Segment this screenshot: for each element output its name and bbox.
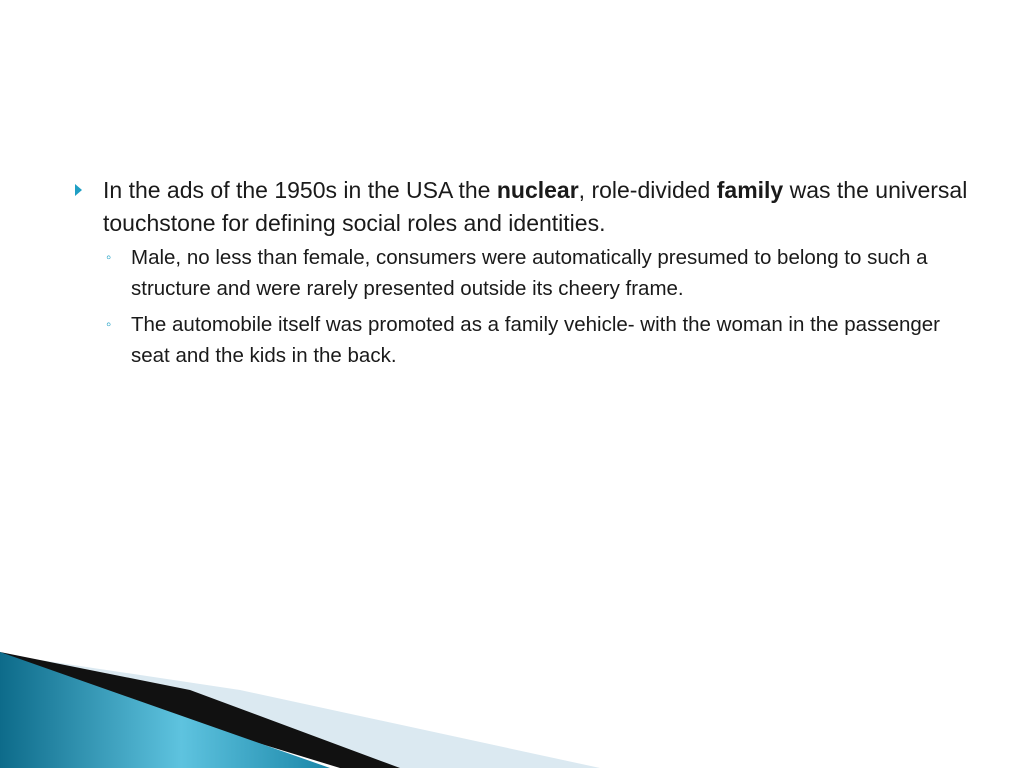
bullet-main-bold-nuclear: nuclear bbox=[496, 177, 579, 203]
sub-bullet-text: Male, no less than female, consumers were automatically presumed to belong to such a structure and were rarely presented outside its cheery frame. bbox=[131, 246, 928, 300]
circle-bullet-icon: ◦ bbox=[106, 316, 112, 333]
bullet-main-bold-family: family bbox=[716, 177, 784, 203]
bullet-main-text-2: , role-divided bbox=[578, 177, 717, 203]
bullet-main-text-3: was the universal touchstone for defining social roles and identities. bbox=[103, 177, 968, 236]
sub-bullet-text: The automobile itself was promoted as a family vehicle- with the woman in the passenger seat and the kids in the back. bbox=[131, 313, 941, 367]
bullet-main-text-1: In the ads of the 1950s in the USA the bbox=[103, 177, 497, 203]
circle-bullet-icon: ◦ bbox=[106, 249, 112, 266]
